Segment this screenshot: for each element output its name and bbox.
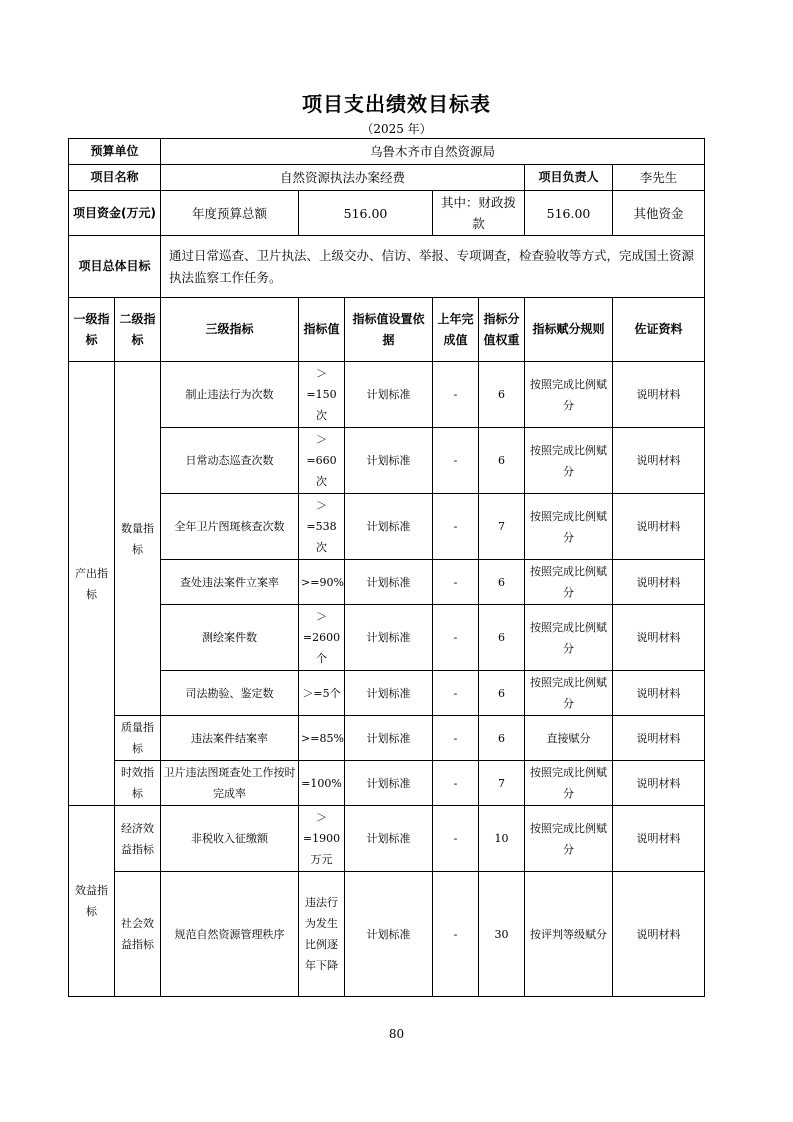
indicator-evidence: 说明材料 [613,428,705,494]
indicator-weight: 6 [479,560,525,605]
indicator-last-year: - [433,761,479,806]
indicator-weight: 6 [479,362,525,428]
indicator-evidence: 说明材料 [613,806,705,872]
indicator-basis: 计划标准 [345,761,433,806]
table-row [69,761,705,806]
indicator-basis: 计划标准 [345,362,433,428]
indicator-rule: 按照完成比例赋分 [525,428,613,494]
indicator-evidence: 说明材料 [613,605,705,671]
group-benefit: 效益指标 [69,806,115,997]
annual-budget-label: 年度预算总额 [161,191,299,236]
indicator-last-year: - [433,806,479,872]
table-row [69,716,705,761]
group-quality: 质量指标 [115,716,161,761]
col-level3: 三级指标 [161,298,299,362]
col-rule: 指标赋分规则 [525,298,613,362]
col-value: 指标值 [299,298,345,362]
indicator-rule: 按照完成比例赋分 [525,560,613,605]
annual-budget-value: 516.00 [299,191,433,236]
unit-label: 预算单位 [69,139,161,165]
fund-label: 项目资金(万元) [69,191,161,236]
indicator-value: ＞=660次 [299,428,345,494]
indicator-value: >=85% [299,716,345,761]
indicator-rule: 按照完成比例赋分 [525,494,613,560]
col-level1: 一级指标 [69,298,115,362]
indicator-name: 全年卫片图斑核查次数 [161,494,299,560]
col-level2: 二级指标 [115,298,161,362]
indicator-evidence: 说明材料 [613,560,705,605]
indicator-weight: 6 [479,605,525,671]
indicator-weight: 6 [479,428,525,494]
indicator-evidence: 说明材料 [613,362,705,428]
performance-table [68,138,705,997]
page-number: 80 [388,1027,405,1041]
indicator-evidence: 说明材料 [613,494,705,560]
indicator-rule: 直接赋分 [525,716,613,761]
indicator-last-year: - [433,671,479,716]
indicator-last-year: - [433,872,479,997]
leader-value: 李先生 [613,165,705,191]
table-row [69,671,705,716]
indicator-weight: 30 [479,872,525,997]
indicator-rule: 按照完成比例赋分 [525,806,613,872]
goal-label: 项目总体目标 [69,236,161,298]
indicator-weight: 10 [479,806,525,872]
indicator-value: ＞=2600个 [299,605,345,671]
indicator-evidence: 说明材料 [613,716,705,761]
indicator-value: ＞=150次 [299,362,345,428]
group-timeliness: 时效指标 [115,761,161,806]
indicator-value: =100% [299,761,345,806]
indicator-weight: 7 [479,761,525,806]
table-row [69,605,705,671]
indicator-weight: 7 [479,494,525,560]
indicator-name: 日常动态巡查次数 [161,428,299,494]
col-evidence: 佐证资料 [613,298,705,362]
table-row [69,560,705,605]
indicator-name: 测绘案件数 [161,605,299,671]
indicator-evidence: 说明材料 [613,872,705,997]
indicator-basis: 计划标准 [345,716,433,761]
project-name-label: 项目名称 [69,165,161,191]
indicator-last-year: - [433,605,479,671]
group-quantity: 数量指标 [115,362,161,716]
indicator-name: 制止违法行为次数 [161,362,299,428]
group-output: 产出指标 [69,362,115,806]
indicator-last-year: - [433,494,479,560]
project-name-value: 自然资源执法办案经费 [161,165,525,191]
indicator-rule: 按照完成比例赋分 [525,671,613,716]
leader-label: 项目负责人 [525,165,613,191]
indicator-basis: 计划标准 [345,494,433,560]
table-row [69,872,705,997]
table-row [69,806,705,872]
group-social: 社会效益指标 [115,872,161,997]
year-label: （2025 年） [361,122,432,136]
col-weight: 指标分值权重 [479,298,525,362]
unit-value: 乌鲁木齐市自然资源局 [161,139,705,165]
indicator-basis: 计划标准 [345,605,433,671]
table-row [69,494,705,560]
indicator-name: 非税收入征缴额 [161,806,299,872]
indicator-basis: 计划标准 [345,428,433,494]
indicator-basis: 计划标准 [345,671,433,716]
table-row [69,428,705,494]
indicator-rule: 按评判等级赋分 [525,872,613,997]
indicator-value: ＞=1900万元 [299,806,345,872]
indicator-value: ＞=5个 [299,671,345,716]
indicator-rule: 按照完成比例赋分 [525,605,613,671]
indicator-value: ＞=538次 [299,494,345,560]
indicator-evidence: 说明材料 [613,761,705,806]
indicator-last-year: - [433,428,479,494]
indicator-last-year: - [433,716,479,761]
indicator-rule: 按照完成比例赋分 [525,362,613,428]
goal-value: 通过日常巡查、卫片执法、上级交办、信访、举报、专项调查，检查验收等方式，完成国土资源执法监察工作任务。 [161,236,705,298]
indicator-basis: 计划标准 [345,872,433,997]
indicator-rule: 按照完成比例赋分 [525,761,613,806]
indicator-name: 卫片违法图斑查处工作按时完成率 [161,761,299,806]
fiscal-value: 516.00 [525,191,613,236]
col-basis: 指标值设置依据 [345,298,433,362]
indicator-evidence: 说明材料 [613,671,705,716]
indicator-name: 查处违法案件立案率 [161,560,299,605]
table-row [69,362,705,428]
indicator-basis: 计划标准 [345,806,433,872]
indicator-value: 违法行为发生比例逐年下降 [299,872,345,997]
indicator-weight: 6 [479,671,525,716]
indicator-name: 司法勘验、鉴定数 [161,671,299,716]
indicator-name: 规范自然资源管理秩序 [161,872,299,997]
group-economic: 经济效益指标 [115,806,161,872]
page-title: 项目支出绩效目标表 [302,92,491,116]
col-last-year: 上年完成值 [433,298,479,362]
indicator-value: >=90% [299,560,345,605]
other-fund-label: 其他资金 [613,191,705,236]
indicator-weight: 6 [479,716,525,761]
indicator-last-year: - [433,560,479,605]
fiscal-label: 其中：财政拨款 [433,191,525,236]
indicator-name: 违法案件结案率 [161,716,299,761]
indicator-last-year: - [433,362,479,428]
indicator-basis: 计划标准 [345,560,433,605]
